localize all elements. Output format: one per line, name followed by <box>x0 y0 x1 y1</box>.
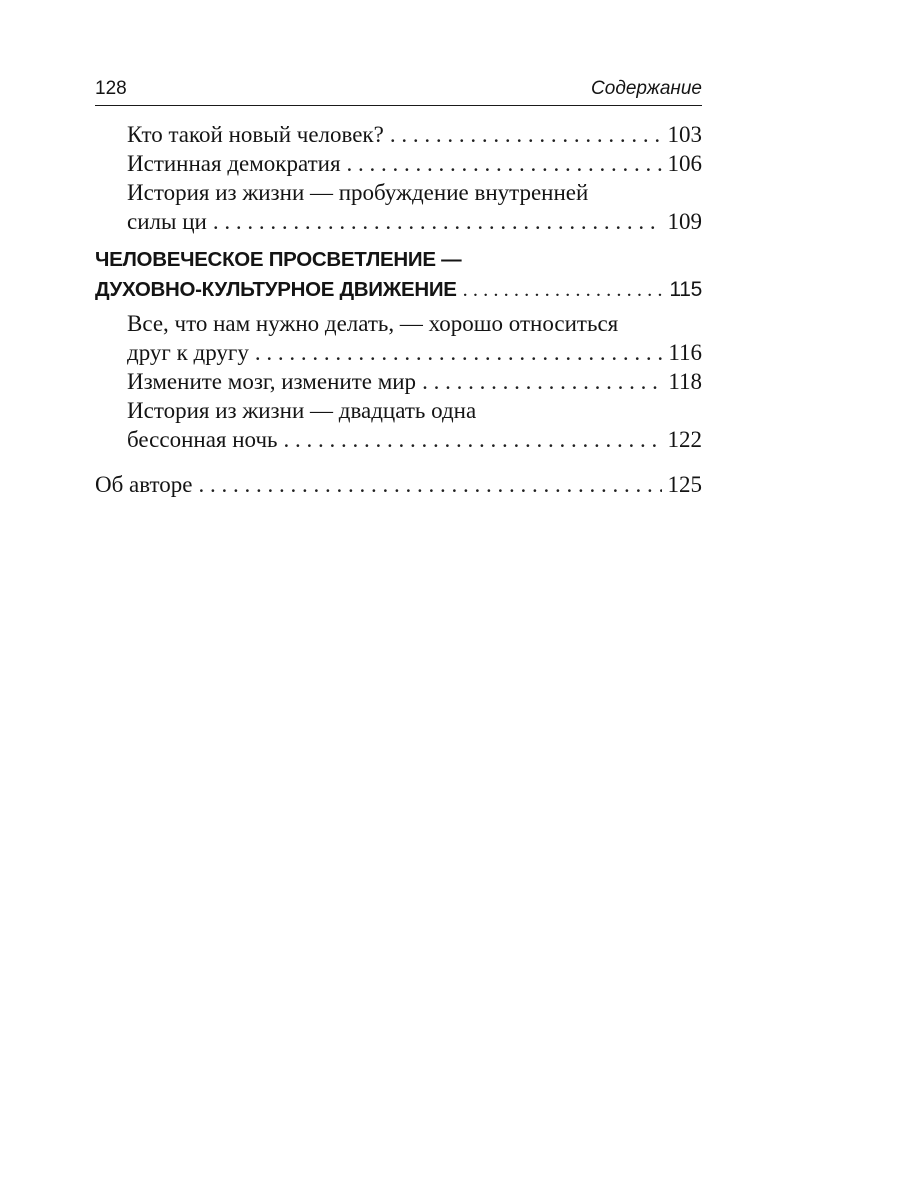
toc-entry-title-line2: силы ци <box>127 209 207 234</box>
dot-leader <box>347 149 662 178</box>
toc-entry-life-story-qi[interactable] <box>95 178 702 236</box>
dot-leader <box>213 207 662 236</box>
dot-leader <box>255 338 663 367</box>
toc-entry-page: 109 <box>667 209 702 234</box>
toc-entry-about-author[interactable] <box>95 470 702 499</box>
dot-leader <box>199 470 662 499</box>
table-of-contents <box>95 120 702 499</box>
page-number: 128 <box>95 78 127 99</box>
page-header <box>95 77 702 106</box>
toc-entry-title: Об авторе <box>95 472 193 497</box>
dot-leader <box>422 367 662 396</box>
toc-entry-title: Измените мозг, измените мир <box>127 369 417 394</box>
toc-entry-page: 118 <box>668 369 702 394</box>
toc-entry-treat-each-other[interactable] <box>95 309 702 367</box>
toc-entry-page: 116 <box>668 340 702 365</box>
toc-entry-title-line2: друг к другу <box>127 340 249 365</box>
toc-entry-page: 125 <box>667 472 702 497</box>
toc-entry-title-line1: История из жизни — двадцать одна <box>127 398 477 423</box>
toc-entry-page: 103 <box>667 122 702 147</box>
toc-entry-life-story-sleepless[interactable] <box>95 396 702 454</box>
toc-chapter-human-enlightenment[interactable] <box>95 245 702 305</box>
toc-entry-page: 122 <box>667 427 702 452</box>
toc-entry-title-line1: История из жизни — пробуждение внутренней <box>127 180 589 205</box>
toc-entry-title-line2: бессонная ночь <box>127 427 278 452</box>
toc-entry-title-line1: Все, что нам нужно делать, — хорошо относиться <box>127 311 619 336</box>
dot-leader <box>390 120 662 149</box>
toc-entry-true-democracy[interactable] <box>95 149 702 178</box>
chapter-title-line1: ЧЕЛОВЕЧЕСКОЕ ПРОСВЕТЛЕНИЕ — <box>95 248 462 271</box>
toc-entry-title: Кто такой новый человек? <box>127 122 384 147</box>
toc-entry-change-brain[interactable] <box>95 367 702 396</box>
toc-entry-new-person[interactable] <box>95 120 702 149</box>
dot-leader <box>284 425 662 454</box>
dot-leader <box>463 275 664 305</box>
toc-entry-title: Истинная демократия <box>127 151 341 176</box>
chapter-title-line2: ДУХОВНО-КУЛЬТУРНОЕ ДВИЖЕНИЕ <box>95 278 457 301</box>
toc-entry-page: 106 <box>667 151 702 176</box>
chapter-page: 115 <box>669 278 702 301</box>
running-title: Содержание <box>591 78 702 99</box>
